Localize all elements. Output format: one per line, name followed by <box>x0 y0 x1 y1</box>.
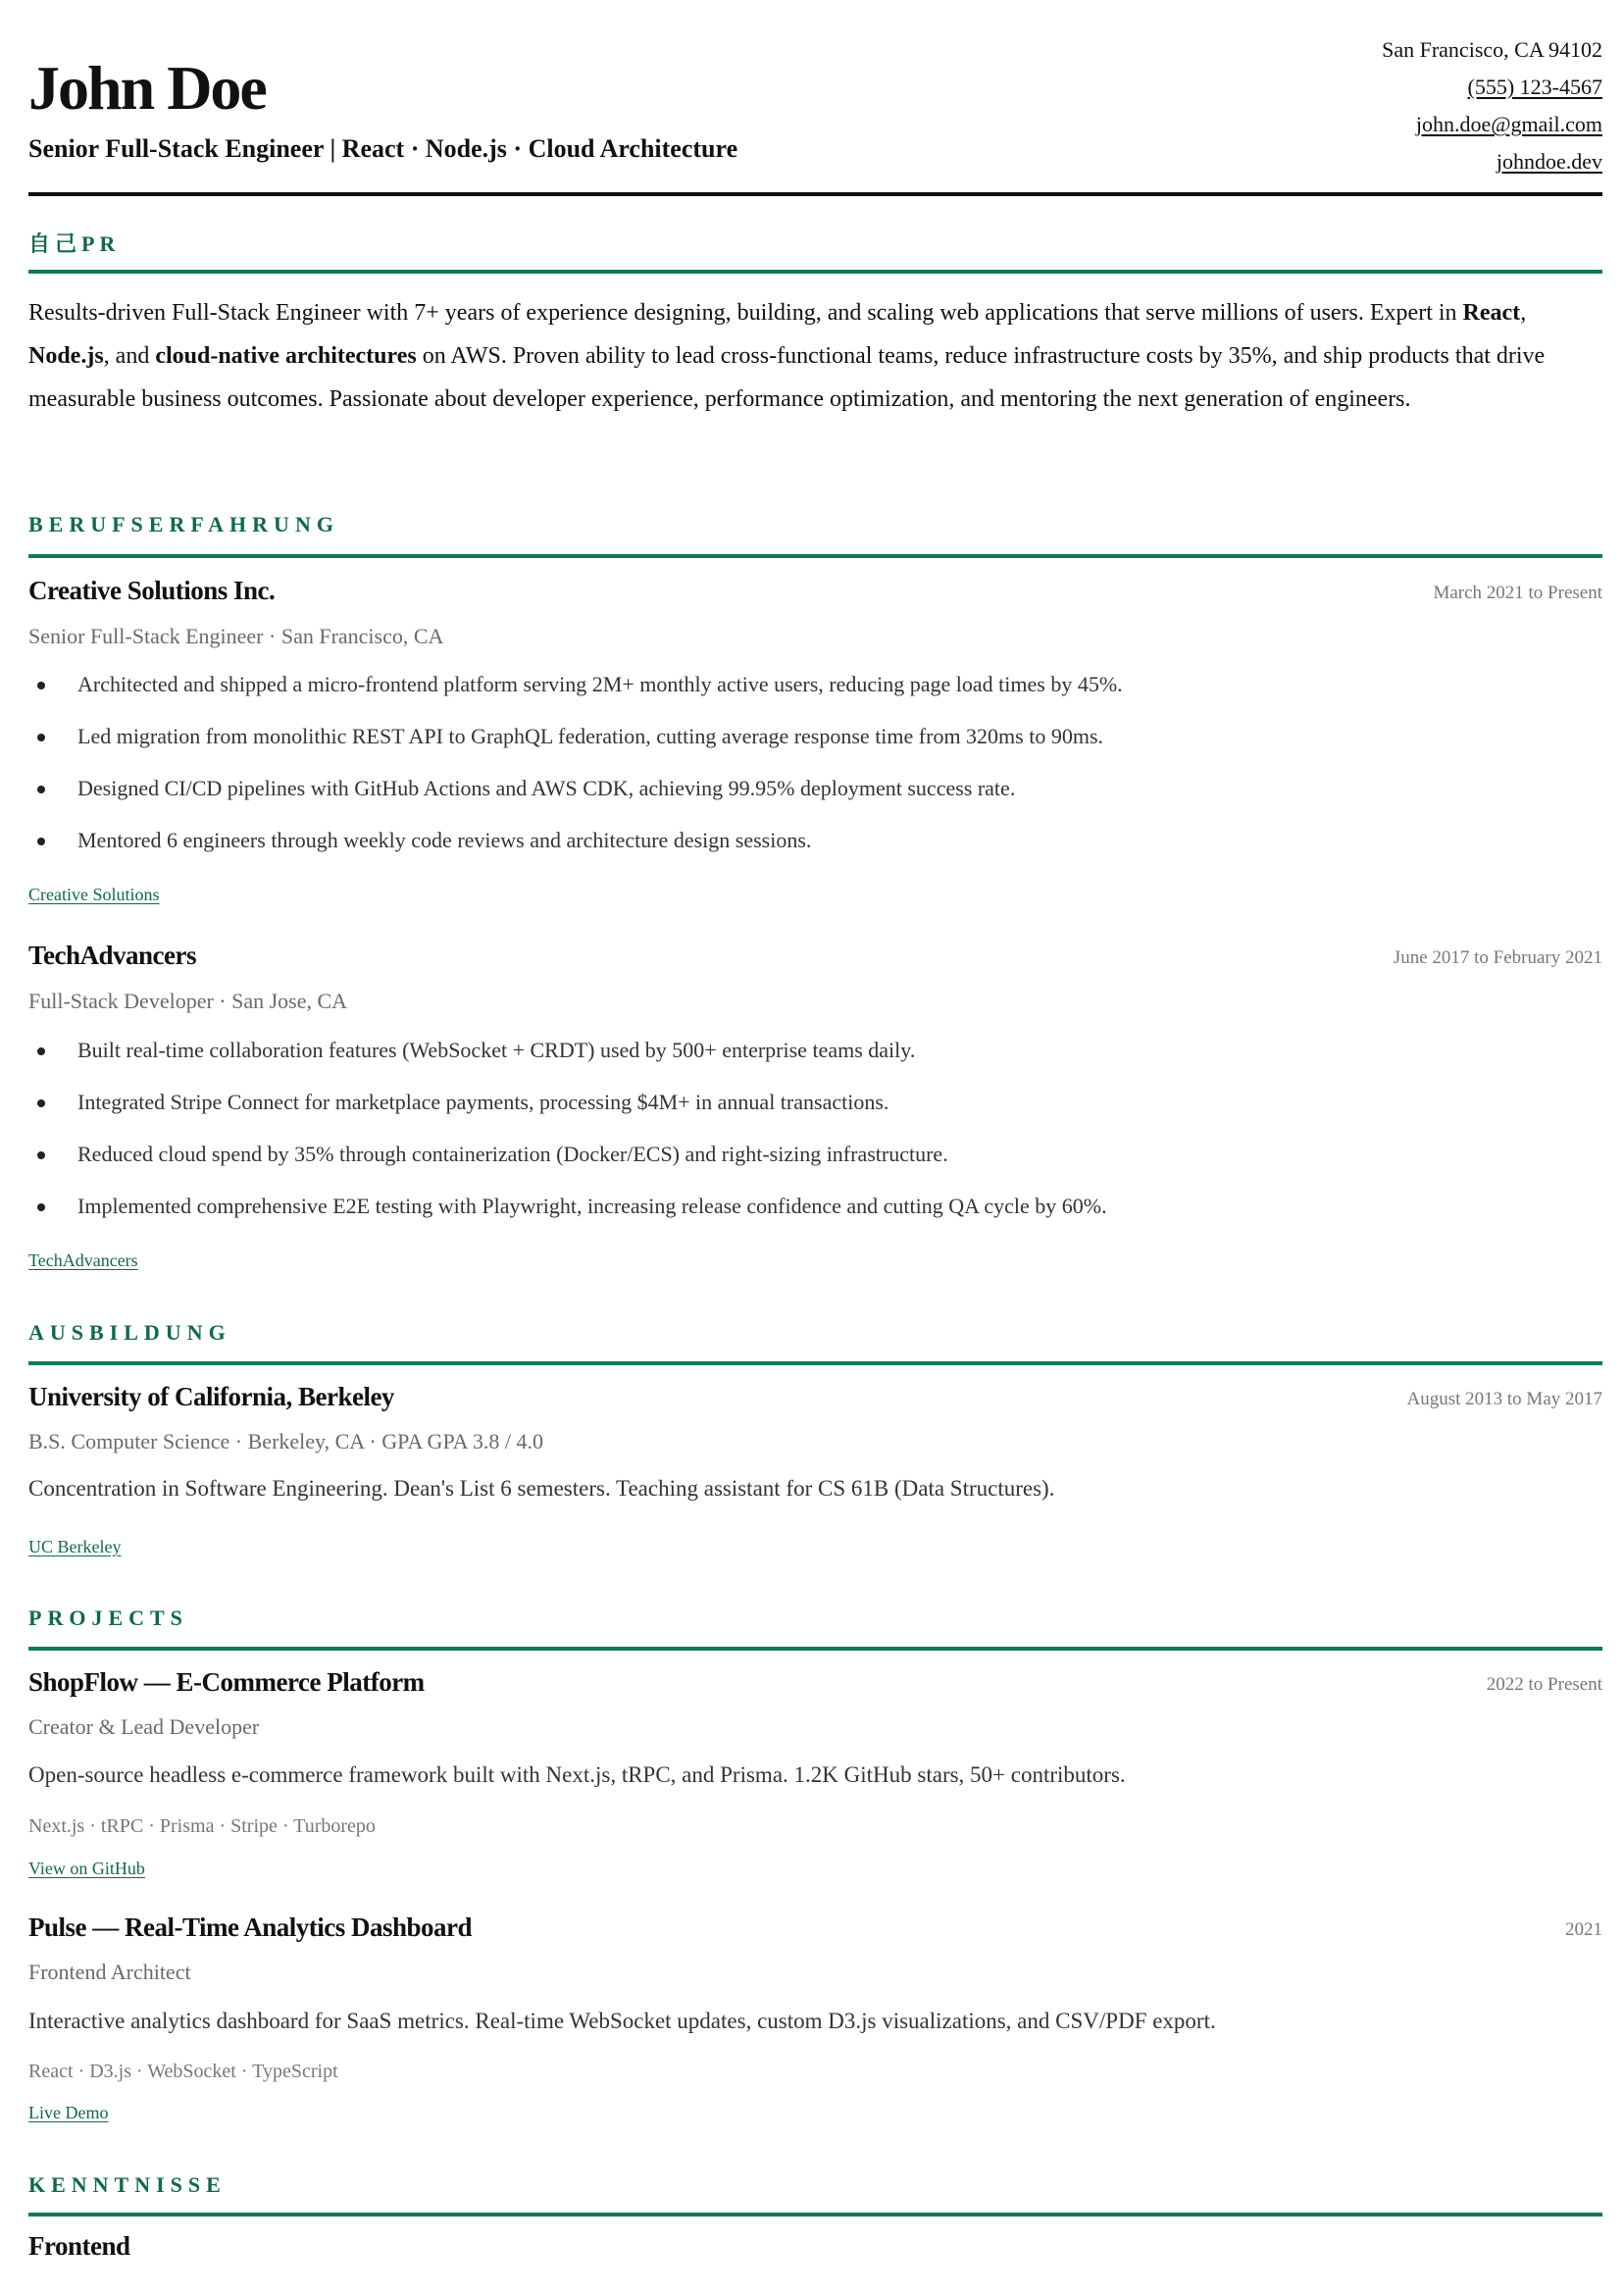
section-divider-education <box>28 1361 1602 1365</box>
job-bullet: Architected and shipped a micro-frontend platform serving 2M+ monthly active users, reducing page load times by 45%. <box>28 671 1123 723</box>
job-company: TechAdvancers <box>28 941 197 970</box>
contact-block <box>1382 31 1602 180</box>
job-bullets <box>28 671 1123 879</box>
project-dates: 2022 to Present <box>1486 1674 1602 1695</box>
job-bullet: Integrated Stripe Connect for marketplace payments, processing $4M+ in annual transactions. <box>28 1089 1107 1141</box>
summary-text-part: , <box>1520 300 1527 326</box>
project-tags: React · D3.js · WebSocket · TypeScript <box>28 2061 338 2082</box>
candidate-name: John Doe <box>28 53 266 123</box>
phone-link[interactable]: (555) 123-4567 <box>1467 75 1602 99</box>
summary-highlight: React <box>1462 300 1521 326</box>
job-bullet: Built real-time collaboration features (WebSocket + CRDT) used by 500+ enterprise teams daily. <box>28 1037 1107 1089</box>
section-title-skills: KENNTNISSE <box>28 2172 227 2197</box>
project-role: Frontend Architect <box>28 1960 191 1984</box>
education-dates: August 2013 to May 2017 <box>1406 1389 1602 1409</box>
website-link[interactable]: johndoe.dev <box>1496 149 1602 174</box>
summary-text-part: Results-driven Full-Stack Engineer with 7+ years of experience designing, building, and scaling web applications that serve millions of users. Expert in <box>28 300 1463 326</box>
job-bullet: Mentored 6 engineers through weekly code reviews and architecture design sessions. <box>28 827 1123 879</box>
section-divider-skills <box>28 2213 1602 2217</box>
job-dates: June 2017 to February 2021 <box>1393 947 1602 968</box>
job-bullets <box>28 1037 1107 1245</box>
education-school: University of California, Berkeley <box>28 1382 394 1411</box>
candidate-headline: Senior Full-Stack Engineer | React · Node.js · Cloud Architecture <box>28 134 738 163</box>
email-link[interactable]: john.doe@gmail.com <box>1415 112 1602 136</box>
job-bullet: Designed CI/CD pipelines with GitHub Actions and AWS CDK, achieving 99.95% deployment success rate. <box>28 775 1123 827</box>
skill-group-title: Frontend <box>28 2231 130 2261</box>
section-divider-projects <box>28 1647 1602 1651</box>
section-title-projects: PROJECTS <box>28 1606 188 1630</box>
job-company: Creative Solutions Inc. <box>28 576 276 605</box>
job-dates: March 2021 to Present <box>1433 583 1602 603</box>
job-link[interactable]: Creative Solutions <box>28 885 160 904</box>
job-bullet: Led migration from monolithic REST API to GraphQL federation, cutting average response time from 320ms to 90ms. <box>28 723 1123 775</box>
summary-text-part: on AWS. Proven ability to lead cross-functional teams, reduce infrastructure costs by 35%, and ship products that drive measurable business outcomes. Passionate about developer experience, performance optimization, and mentoring the next generation of engineers. <box>28 343 1546 412</box>
project-dates: 2021 <box>1565 1919 1602 1940</box>
project-tags: Next.js · tRPC · Prisma · Stripe · Turborepo <box>28 1815 376 1837</box>
summary-text-part: , and <box>103 343 156 369</box>
summary-highlight: Node.js <box>28 343 104 369</box>
job-link[interactable]: TechAdvancers <box>28 1250 138 1270</box>
project-name: Pulse — Real-Time Analytics Dashboard <box>28 1912 473 1942</box>
section-title-summary: 自己PR <box>28 231 121 256</box>
section-title-education: AUSBILDUNG <box>28 1320 231 1345</box>
summary-highlight: cloud-native architectures <box>155 343 417 369</box>
header-divider <box>28 192 1602 196</box>
education-description: Concentration in Software Engineering. Dean's List 6 semesters. Teaching assistant for CS 61B (Data Structures). <box>28 1476 1055 1501</box>
project-link[interactable]: View on GitHub <box>28 1859 145 1878</box>
education-link[interactable]: UC Berkeley <box>28 1537 122 1556</box>
job-bullet: Reduced cloud spend by 35% through containerization (Docker/ECS) and right-sizing infrastructure. <box>28 1141 1107 1193</box>
section-title-experience: BERUFSERFAHRUNG <box>28 512 339 536</box>
summary-text <box>28 291 1602 421</box>
job-subtitle: Senior Full-Stack Engineer · San Francisco, CA <box>28 624 444 648</box>
job-subtitle: Full-Stack Developer · San Jose, CA <box>28 989 348 1013</box>
project-description: Open-source headless e-commerce framework built with Next.js, tRPC, and Prisma. 1.2K GitHub stars, 50+ contributors. <box>28 1762 1126 1787</box>
section-divider-experience <box>28 554 1602 558</box>
location-text: San Francisco, CA 94102 <box>1382 37 1602 62</box>
education-subtitle: B.S. Computer Science · Berkeley, CA · GPA GPA 3.8 / 4.0 <box>28 1429 543 1453</box>
job-bullet: Implemented comprehensive E2E testing with Playwright, increasing release confidence and cutting QA cycle by 60%. <box>28 1193 1107 1245</box>
section-divider-summary <box>28 270 1602 274</box>
project-description: Interactive analytics dashboard for SaaS metrics. Real-time WebSocket updates, custom D3.js visualizations, and CSV/PDF export. <box>28 2009 1216 2033</box>
project-role: Creator & Lead Developer <box>28 1714 260 1739</box>
project-name: ShopFlow — E-Commerce Platform <box>28 1667 425 1697</box>
project-link[interactable]: Live Demo <box>28 2103 109 2122</box>
